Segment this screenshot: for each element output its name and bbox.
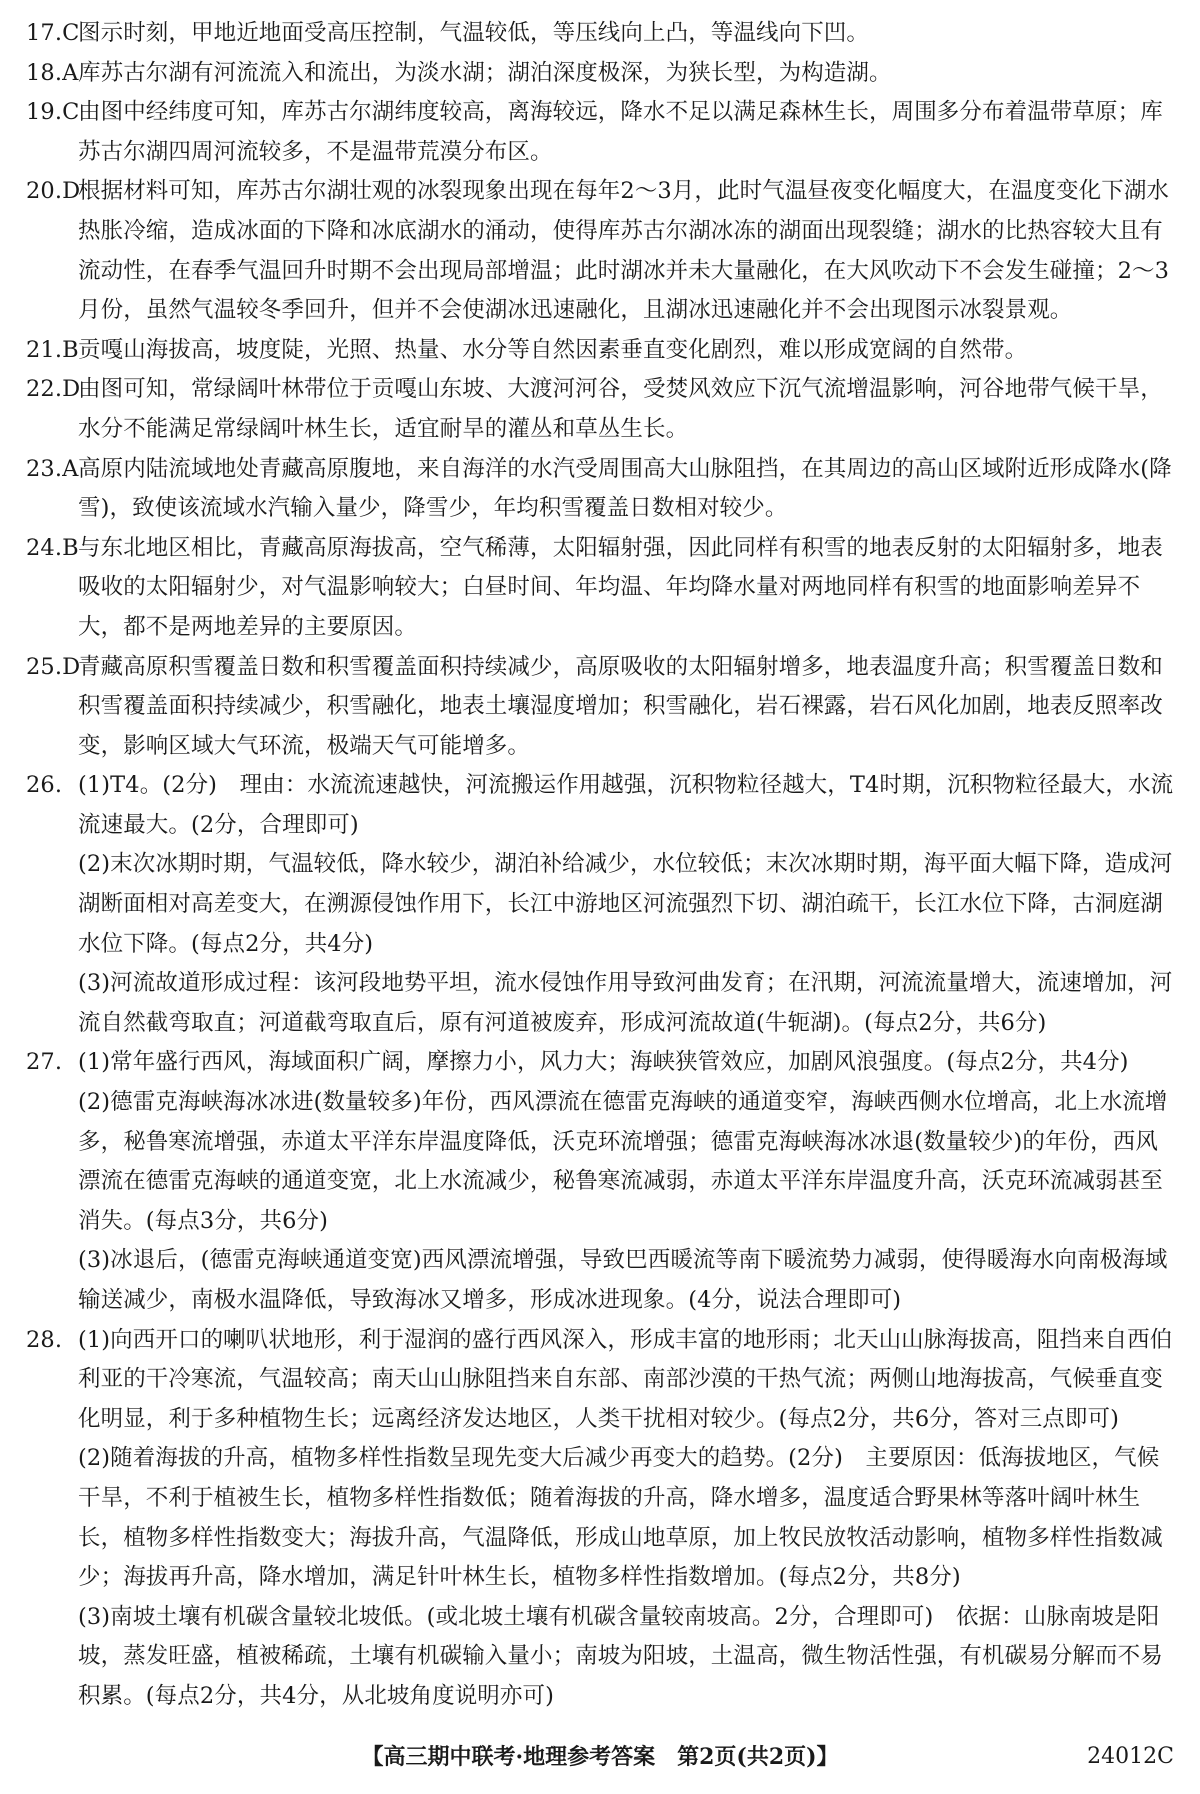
answer-27-part-3: (3)冰退后，(德雷克海峡通道变宽)西风漂流增强，导致巴西暖流等南下暖流势力减弱，使得暖海水向南极海域输送减少，南极水温降低，导致海冰又增多，形成冰进现象。(4分，说法合理即可) (78, 1247, 1168, 1313)
answer-number: 25.D (26, 653, 81, 680)
answer-text: 由图中经纬度可知，库苏古尔湖纬度较高，离海较远，降水不足以满足森林生长，周围多分布着温带草原；库苏古尔湖四周河流较多，不是温带荒漠分布区。 (78, 99, 1163, 165)
answer-text: 图示时刻，甲地近地面受高压控制，气温较低，等压线向上凸，等温线向下凹。 (78, 20, 870, 46)
answer-23 (26, 450, 1174, 529)
answer-number: 27. (26, 1049, 63, 1076)
answer-25 (26, 648, 1174, 767)
answer-number: 26. (26, 772, 63, 799)
answer-number: 22.D (26, 376, 81, 403)
footer-title: 【高三期中联考·地理参考答案 第2页(共2页)】 (361, 1744, 839, 1770)
answer-28-part-1 (26, 1321, 1174, 1440)
answer-26-part-3: (3)河流故道形成过程：该河段地势平坦，流水侵蚀作用导致河曲发育；在汛期，河流流量增大，流速增加，河流自然截弯取直；河道截弯取直后，原有河道被废弃，形成河流故道(牛轭湖)。(每点2分，共6分) (78, 970, 1173, 1036)
answer-number: 24.B (26, 534, 79, 561)
answer-text: (1)T4。(2分) 理由：水流流速越快，河流搬运作用越强，沉积物粒径越大，T4时期，沉积物粒径最大，水流流速最大。(2分，合理即可) (78, 772, 1174, 838)
answer-text: 高原内陆流域地处青藏高原腹地，来自海洋的水汽受周围高大山脉阻挡，在其周边的高山区域附近形成降水(降雪)，致使该流域水汽输入量少，降雪少，年均积雪覆盖日数相对较少。 (78, 455, 1172, 522)
answer-26-part-1 (26, 766, 1174, 845)
answer-24 (26, 529, 1174, 648)
answer-text: (1)向西开口的喇叭状地形，利于湿润的盛行西风深入，形成丰富的地形雨；北天山山脉海拔高，阻挡来自西伯利亚的干冷寒流，气温较高；南天山山脉阻挡来自东部、南部沙漠的干热气流；两侧山地海拔高，气候垂直变化明显，利于多种植物生长；远离经济发达地区，人类干扰相对较少。(每点2分，共6分，答对三点即可) (78, 1326, 1173, 1432)
answer-text: 贡嘎山海拔高，坡度陡，光照、热量、水分等自然因素垂直变化剧烈，难以形成宽阔的自然带。 (78, 336, 1028, 363)
answer-27-part-2: (2)德雷克海峡海冰冰进(数量较多)年份，西风漂流在德雷克海峡的通道变窄，海峡西侧水位增高，北上水流增多，秘鲁寒流增强，赤道太平洋东岸温度降低，沃克环流增强；德雷克海峡海冰冰退(数量较少)的年份，西风漂流在德雷克海峡的通道变宽，北上水流减少，秘鲁寒流减弱，赤道太平洋东岸温度升高，沃克环流减弱甚至消失。(每点3分，共6分) (78, 1089, 1168, 1234)
answer-20 (26, 172, 1174, 330)
answer-28-part-3: (3)南坡土壤有机碳含量较北坡低。(或北坡土壤有机碳含量较南坡高。2分，合理即可) 依据：山脉南坡是阳坡，蒸发旺盛，植被稀疏，土壤有机碳输入量小；南坡为阳坡，土温高，微生物活性强，有机碳易分解而不易积累。(每点2分，共4分，从北坡角度说明亦可) (78, 1603, 1163, 1709)
answer-content (26, 14, 1174, 1717)
answer-number: 19.C (26, 99, 80, 126)
answer-27-part-1 (26, 1043, 1174, 1083)
answer-17 (26, 14, 1174, 54)
answer-21 (26, 331, 1174, 371)
answer-text: (1)常年盛行西风，海域面积广阔，摩擦力小，风力大；海峡狭管效应，加剧风浪强度。(每点2分，共4分) (78, 1049, 1129, 1076)
answer-26-part-2: (2)末次冰期时期，气温较低，降水较少，湖泊补给减少，水位较低；末次冰期时期，海平面大幅下降，造成河湖断面相对高差变大，在溯源侵蚀作用下，长江中游地区河流强烈下切、湖泊疏干，长江水位下降，古洞庭湖水位下降。(每点2分，共4分) (78, 851, 1173, 957)
answer-number: 20.D (26, 178, 81, 205)
answer-text: 库苏古尔湖有河流流入和流出，为淡水湖；湖泊深度极深，为狭长型，为构造湖。 (78, 59, 892, 86)
document-code: 24012C (1087, 1744, 1174, 1769)
answer-number: 23.A (26, 455, 79, 482)
answer-number: 28. (26, 1326, 63, 1353)
answer-22 (26, 370, 1174, 449)
answer-18 (26, 54, 1174, 94)
answer-text: 由图可知，常绿阔叶林带位于贡嘎山东坡、大渡河河谷，受焚风效应下沉气流增温影响，河谷地带气候干旱，水分不能满足常绿阔叶林生长，适宜耐旱的灌丛和草丛生长。 (78, 376, 1163, 442)
answer-number: 21.B (26, 336, 79, 363)
answer-text: 青藏高原积雪覆盖日数和积雪覆盖面积持续减少，高原吸收的太阳辐射增多，地表温度升高；积雪覆盖日数和积雪覆盖面积持续减少，积雪融化，地表土壤湿度增加；积雪融化，岩石裸露，岩石风化加剧，地表反照率改变，影响区域大气环流，极端天气可能增多。 (78, 653, 1163, 759)
answer-19 (26, 93, 1174, 172)
answer-28-part-2: (2)随着海拔的升高，植物多样性指数呈现先变大后减少再变大的趋势。(2分) 主要原因：低海拔地区，气候干旱，不利于植被生长，植物多样性指数低；随着海拔的升高，降水增多，温度适合野果林等落叶阔叶林生长，植物多样性指数变大；海拔升高，气温降低，形成山地草原，加上牧民放牧活动影响，植物多样性指数减少；海拔再升高，降水增加，满足针叶林生长，植物多样性指数增加。(每点2分，共8分) (78, 1445, 1163, 1591)
answer-text: 与东北地区相比，青藏高原海拔高，空气稀薄，太阳辐射强，因此同样有积雪的地表反射的太阳辐射多，地表吸收的太阳辐射少，对气温影响较大；白昼时间、年均温、年均降水量对两地同样有积雪的地面影响差异不大，都不是两地差异的主要原因。 (78, 534, 1163, 640)
answer-text: 根据材料可知，库苏古尔湖壮观的冰裂现象出现在每年2～3月，此时气温昼夜变化幅度大，在温度变化下湖水热胀冷缩，造成冰面的下降和冰底湖水的涌动，使得库苏古尔湖冰冻的湖面出现裂缝；湖水的比热容较大且有流动性，在春季气温回升时期不会出现局部增温；此时湖冰并未大量融化，在大风吹动下不会发生碰撞；2～3月份，虽然气温较冬季回升，但并不会使湖冰迅速融化，且湖冰迅速融化并不会出现图示冰裂景观。 (78, 178, 1170, 324)
answer-number: 18.A (26, 59, 79, 86)
answer-number: 17.C (26, 20, 80, 46)
